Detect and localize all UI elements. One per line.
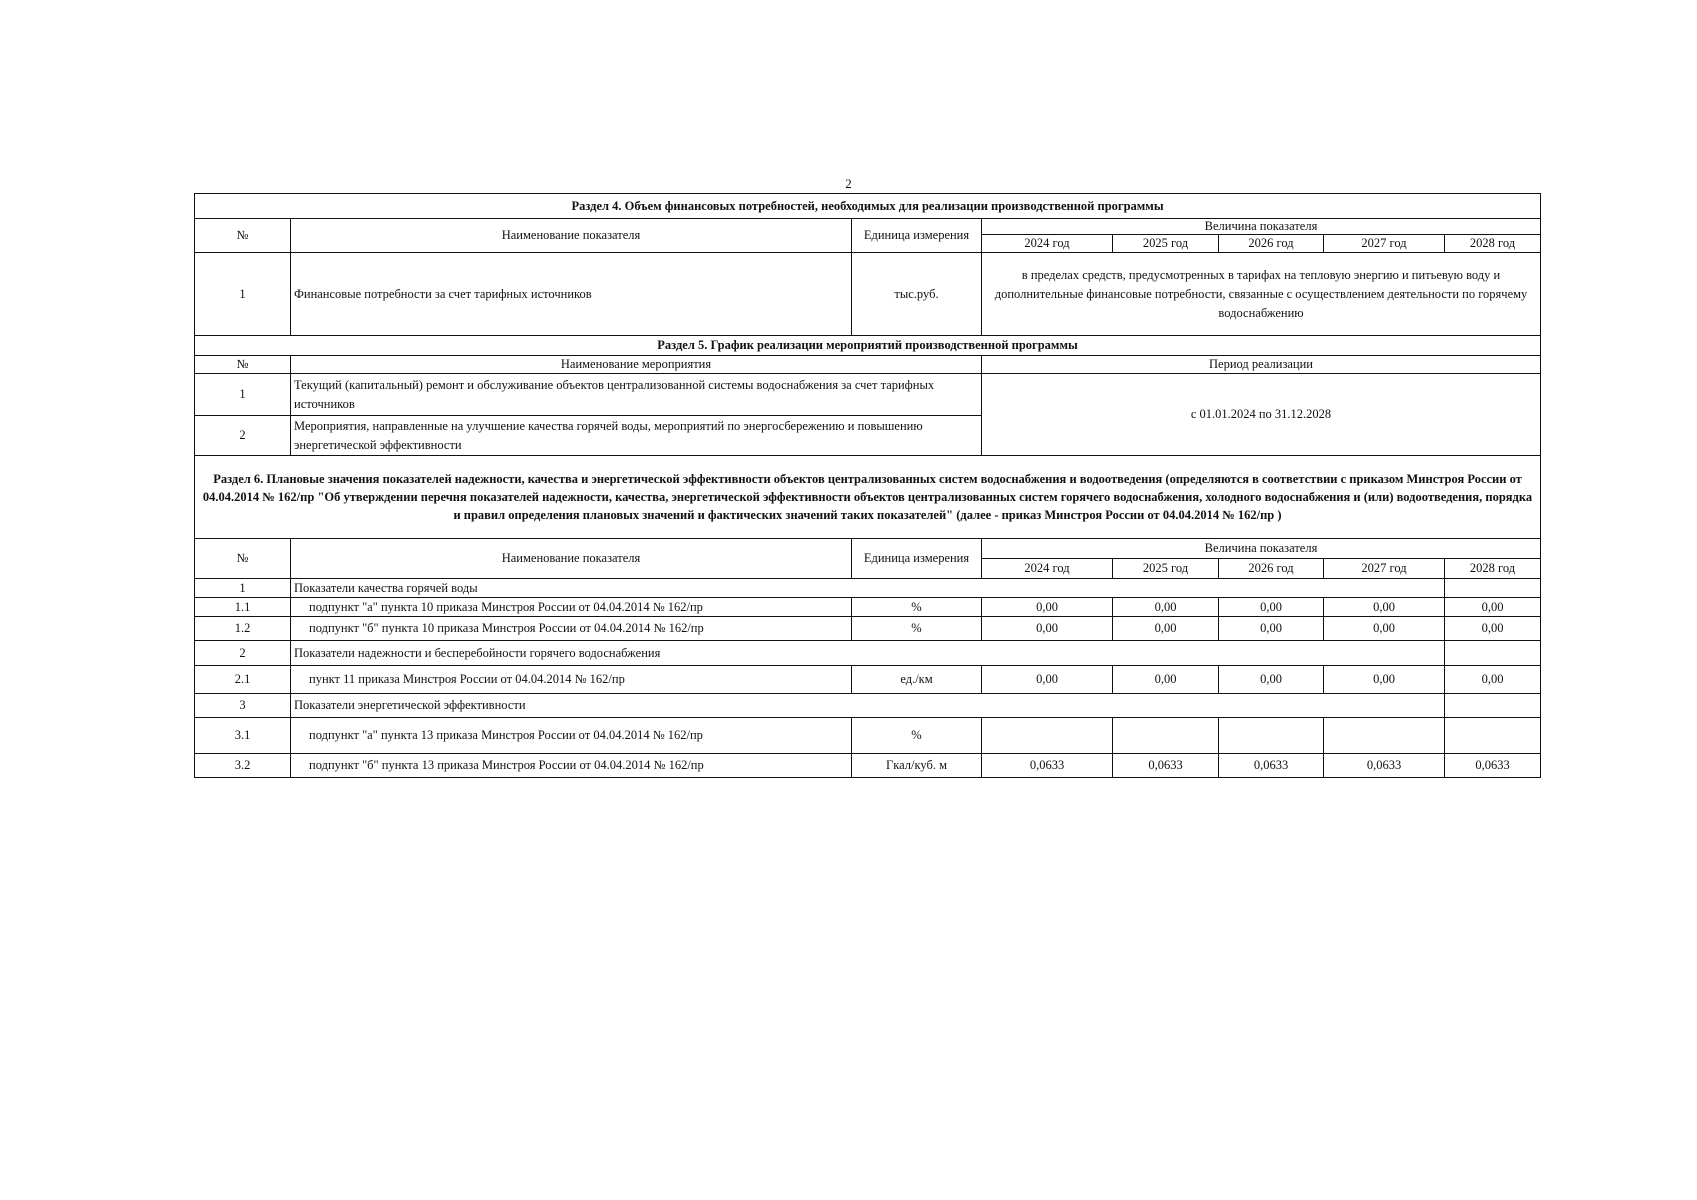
- s4-col-name: Наименование показателя: [291, 219, 852, 253]
- s6-year-2026: 2026 год: [1219, 559, 1324, 579]
- s6-group3-name: Показатели энергетической эффективности: [291, 694, 1445, 718]
- s4-col-no: №: [195, 219, 291, 253]
- s4-year-2024: 2024 год: [982, 235, 1113, 253]
- s6-row-3-2-2028: 0,0633: [1445, 754, 1541, 778]
- production-program-table: [194, 193, 1541, 778]
- s4-row-unit: тыс.руб.: [852, 253, 982, 336]
- s6-row-1-2-2026: 0,00: [1219, 617, 1324, 641]
- section6-title: Раздел 6. Плановые значения показателей надежности, качества и энергетической эффективности объектов централизованных систем водоснабжения и водоотведения (определяются в соответствии с приказом Минстроя России от 04.04.2014 № 162/пр "Об утверждении перечня показателей надежности, качества, энергетической эффективности объектов централизованных систем горячего водоснабжения, холодного водоснабжения и (или) водоотведения, порядка и правил определения плановых значений и фактических значений таких показателей" (далее - приказ Минстроя России от 04.04.2014 № 162/пр ): [195, 456, 1541, 539]
- s6-row-3-1-2025: [1113, 718, 1219, 754]
- s6-year-2024: 2024 год: [982, 559, 1113, 579]
- s6-group1-no: 1: [195, 579, 291, 598]
- s5-col-period: Период реализации: [982, 356, 1541, 374]
- s6-row-2-1-2027: 0,00: [1324, 666, 1445, 694]
- s6-row-2-1-name: пункт 11 приказа Минстроя России от 04.04.2014 № 162/пр: [291, 666, 852, 694]
- s6-row-2-1-2024: 0,00: [982, 666, 1113, 694]
- s5-row1-no: 1: [195, 374, 291, 416]
- s5-col-name: Наименование мероприятия: [291, 356, 982, 374]
- s5-row2-name: Мероприятия, направленные на улучшение качества горячей воды, мероприятий по энергосбережению и повышению энергетической эффективности: [291, 416, 982, 456]
- page-number: 2: [845, 176, 852, 191]
- s6-row-1-2-2027: 0,00: [1324, 617, 1445, 641]
- s6-row-1-1-unit: %: [852, 598, 982, 617]
- s4-row-value: в пределах средств, предусмотренных в тарифах на тепловую энергию и питьевую воду и дополнительные финансовые потребности, связанные с осуществлением деятельности по горячему водоснабжению: [982, 253, 1541, 336]
- s6-row-1-1-2024: 0,00: [982, 598, 1113, 617]
- s6-row-3-1-2028: [1445, 718, 1541, 754]
- s6-row-1-2-2028: 0,00: [1445, 617, 1541, 641]
- s6-row-1-2-2024: 0,00: [982, 617, 1113, 641]
- s6-row-3-1-no: 3.1: [195, 718, 291, 754]
- s6-row-1-1-no: 1.1: [195, 598, 291, 617]
- s5-row2-no: 2: [195, 416, 291, 456]
- s4-year-2027: 2027 год: [1324, 235, 1445, 253]
- s5-col-no: №: [195, 356, 291, 374]
- s6-row-2-1-2025: 0,00: [1113, 666, 1219, 694]
- s6-row-2-1-no: 2.1: [195, 666, 291, 694]
- s6-row-1-1-2027: 0,00: [1324, 598, 1445, 617]
- s4-row-no: 1: [195, 253, 291, 336]
- section4-title: Раздел 4. Объем финансовых потребностей, необходимых для реализации производственной программы: [195, 194, 1541, 219]
- s6-group1-empty: [1445, 579, 1541, 598]
- s6-row-3-2-name: подпункт "б" пункта 13 приказа Минстроя России от 04.04.2014 № 162/пр: [291, 754, 852, 778]
- s6-row-1-2-unit: %: [852, 617, 982, 641]
- s6-row-3-1-2027: [1324, 718, 1445, 754]
- s6-group2-empty: [1445, 641, 1541, 666]
- s6-row-1-2-no: 1.2: [195, 617, 291, 641]
- s6-row-3-2-2026: 0,0633: [1219, 754, 1324, 778]
- s5-row1-name: Текущий (капитальный) ремонт и обслуживание объектов централизованной системы водоснабжения за счет тарифных источников: [291, 374, 982, 416]
- s6-col-no: №: [195, 539, 291, 579]
- s6-group2-no: 2: [195, 641, 291, 666]
- s5-period: с 01.01.2024 по 31.12.2028: [982, 374, 1541, 456]
- s4-row-name: Финансовые потребности за счет тарифных источников: [291, 253, 852, 336]
- s6-row-1-2-name: подпункт "б" пункта 10 приказа Минстроя России от 04.04.2014 № 162/пр: [291, 617, 852, 641]
- s6-row-3-2-2027: 0,0633: [1324, 754, 1445, 778]
- s4-year-2025: 2025 год: [1113, 235, 1219, 253]
- s6-row-1-1-2026: 0,00: [1219, 598, 1324, 617]
- s6-col-name: Наименование показателя: [291, 539, 852, 579]
- s6-year-2025: 2025 год: [1113, 559, 1219, 579]
- s4-year-2028: 2028 год: [1445, 235, 1541, 253]
- s4-col-unit: Единица измерения: [852, 219, 982, 253]
- s6-group3-no: 3: [195, 694, 291, 718]
- s6-col-value: Величина показателя: [982, 539, 1541, 559]
- s6-group1-name: Показатели качества горячей воды: [291, 579, 1445, 598]
- s6-row-3-2-no: 3.2: [195, 754, 291, 778]
- s6-row-3-1-unit: %: [852, 718, 982, 754]
- section5-title: Раздел 5. График реализации мероприятий производственной программы: [195, 336, 1541, 356]
- s6-col-unit: Единица измерения: [852, 539, 982, 579]
- s6-group2-name: Показатели надежности и бесперебойности горячего водоснабжения: [291, 641, 1445, 666]
- s6-year-2028: 2028 год: [1445, 559, 1541, 579]
- s6-row-2-1-2026: 0,00: [1219, 666, 1324, 694]
- s6-group3-empty: [1445, 694, 1541, 718]
- s6-row-1-1-2028: 0,00: [1445, 598, 1541, 617]
- s4-year-2026: 2026 год: [1219, 235, 1324, 253]
- s6-row-3-1-name: подпункт "а" пункта 13 приказа Минстроя России от 04.04.2014 № 162/пр: [291, 718, 852, 754]
- s6-row-1-1-name: подпункт "а" пункта 10 приказа Минстроя России от 04.04.2014 № 162/пр: [291, 598, 852, 617]
- s6-row-3-2-unit: Гкал/куб. м: [852, 754, 982, 778]
- s6-row-3-1-2026: [1219, 718, 1324, 754]
- s6-row-3-1-2024: [982, 718, 1113, 754]
- s6-row-1-2-2025: 0,00: [1113, 617, 1219, 641]
- s6-row-3-2-2024: 0,0633: [982, 754, 1113, 778]
- s6-year-2027: 2027 год: [1324, 559, 1445, 579]
- s6-row-1-1-2025: 0,00: [1113, 598, 1219, 617]
- s6-row-2-1-2028: 0,00: [1445, 666, 1541, 694]
- s6-row-2-1-unit: ед./км: [852, 666, 982, 694]
- s6-row-3-2-2025: 0,0633: [1113, 754, 1219, 778]
- s4-col-value: Величина показателя: [982, 219, 1541, 235]
